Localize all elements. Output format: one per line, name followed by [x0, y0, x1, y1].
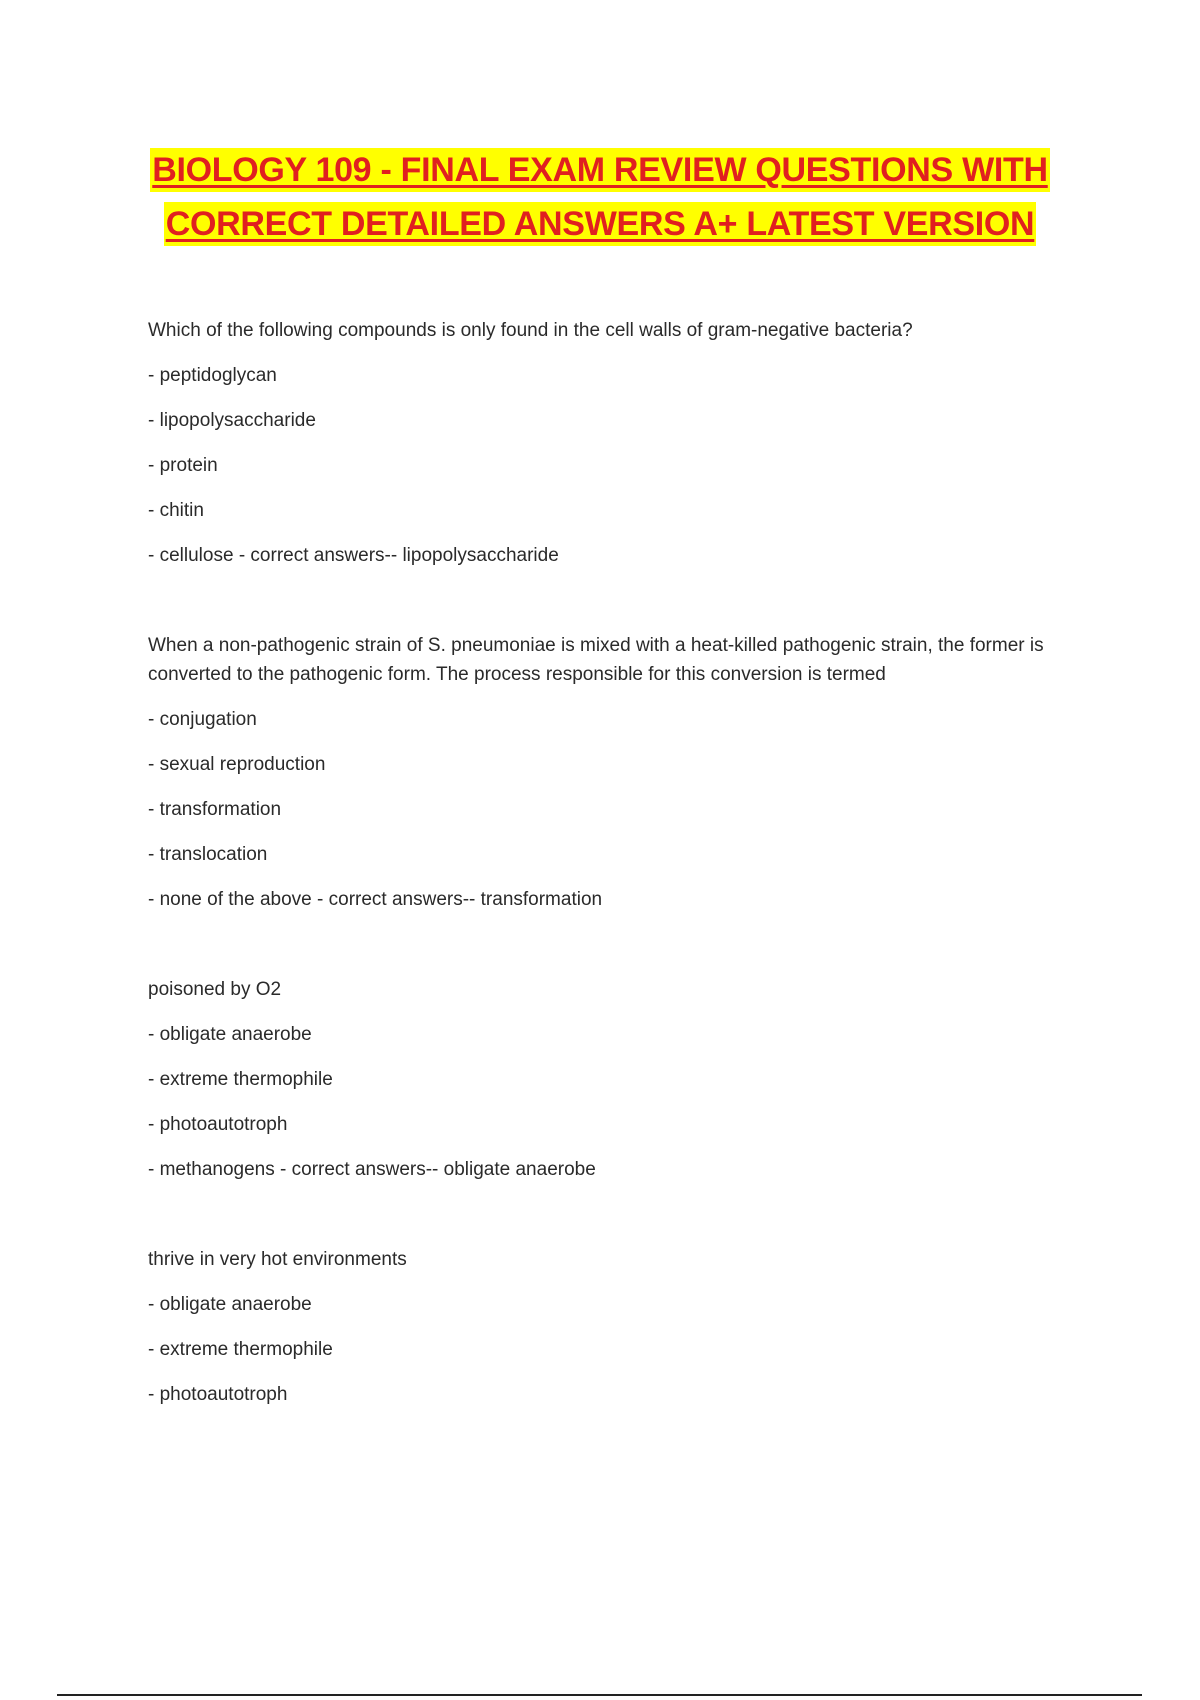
answer-option: - chitin [148, 500, 204, 521]
question-text: thrive in very hot environments [148, 1249, 407, 1270]
questions-list [148, 316, 1048, 1470]
question-block [148, 631, 1048, 914]
question-text: poisoned by O2 [148, 979, 282, 1000]
answer-option: - obligate anaerobe [148, 1024, 312, 1045]
answer-option: - photoautotroph [148, 1384, 288, 1405]
answer-option: - extreme thermophile [148, 1339, 333, 1360]
question-block [148, 1245, 1048, 1409]
answer-option: - extreme thermophile [148, 1069, 333, 1090]
answer-option-with-correct-answer: - cellulose - correct answers-- lipopolysaccharide [148, 545, 559, 566]
answer-option: - peptidoglycan [148, 365, 277, 386]
question-text: When a non-pathogenic strain of S. pneumoniae is mixed with a heat-killed pathogenic strain, the former is converted to the pathogenic form. The process responsible for this conversion is termed [148, 635, 1044, 685]
question-block [148, 975, 1048, 1184]
answer-option-with-correct-answer: - methanogens - correct answers-- obligate anaerobe [148, 1159, 596, 1180]
answer-option-with-correct-answer: - none of the above - correct answers-- transformation [148, 889, 603, 910]
question-block [148, 316, 1048, 570]
title-line-1: BIOLOGY 109 - FINAL EXAM REVIEW QUESTIONS WITH [150, 148, 1050, 192]
document-title [0, 148, 1200, 256]
answer-option: - protein [148, 455, 218, 476]
answer-option: - conjugation [148, 709, 257, 730]
answer-option: - lipopolysaccharide [148, 410, 316, 431]
answer-option: - photoautotroph [148, 1114, 288, 1135]
answer-option: - translocation [148, 844, 268, 865]
answer-option: - transformation [148, 799, 282, 820]
title-line-2: CORRECT DETAILED ANSWERS A+ LATEST VERSION [164, 202, 1037, 246]
answer-option: - sexual reproduction [148, 754, 326, 775]
page-bottom-divider [57, 1694, 1142, 1696]
answer-option: - obligate anaerobe [148, 1294, 312, 1315]
question-text: Which of the following compounds is only found in the cell walls of gram-negative bacteria? [148, 320, 913, 341]
